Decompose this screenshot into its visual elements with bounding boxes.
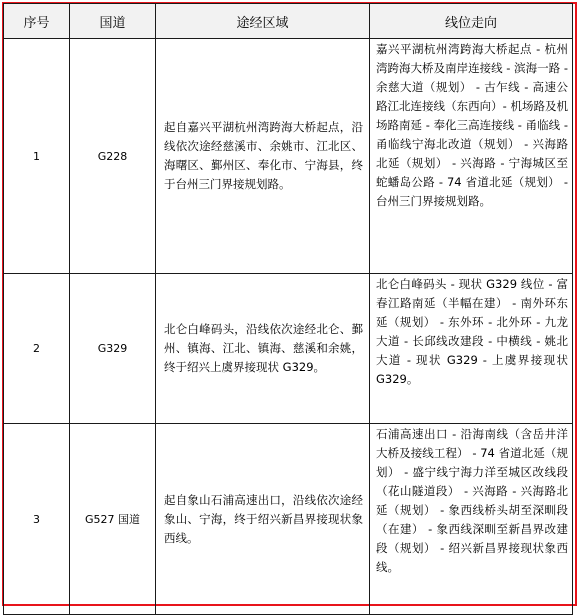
header-route: 线位走向 — [370, 4, 573, 39]
cell-seq: 1 — [4, 39, 70, 274]
cell-area: 北仑白峰码头，沿线依次途经北仑、鄞州、镇海、江北、镇海、慈溪和余姚，终于绍兴上虞界接现状 G329。 — [156, 274, 370, 424]
cell-road: G228 — [70, 39, 156, 274]
cell-area: 起自嘉兴平湖杭州湾跨海大桥起点，沿线依次途经慈溪市、余姚市、江北区、海曙区、鄞州区、奉化市、宁海县，终于台州三门界接规划路。 — [156, 39, 370, 274]
header-area: 途经区域 — [156, 4, 370, 39]
cell-road: G329 — [70, 274, 156, 424]
national-road-table — [3, 3, 573, 615]
cell-seq: 2 — [4, 274, 70, 424]
cell-route: 嘉兴平湖杭州湾跨海大桥起点 - 杭州湾跨海大桥及南岸连接线 - 滨海一路 - 余慈大道（规划） - 古乍线 - 高速公路江北连接线（东西向）- 机场路及机场路南延 - 奉化三高连接线 - 甬临线 - 甬临线宁海北改道（规划） - 兴海路北延（规划） - 兴海路 - 宁海城区至蛇蟠岛公路 - 74 省道北延（规划） - 台州三门界接规划路。 — [370, 39, 573, 274]
cell-area: 起自象山石浦高速出口，沿线依次途经象山、宁海，终于绍兴新昌界接现状象西线。 — [156, 424, 370, 615]
table-row — [4, 39, 573, 274]
cell-route: 石浦高速出口 - 沿海南线（含岳井洋大桥及接线工程） - 74 省道北延（规划） - 盛宁线宁海力洋至城区改线段（花山隧道段） - 兴海路 - 兴海路北延（规划） - 象西线桥头胡至深甽段（在建） - 象西线深甽至新昌界改建段（规划） - 绍兴新昌界接现状象西线。 — [370, 424, 573, 615]
header-seq: 序号 — [4, 4, 70, 39]
cell-route: 北仑白峰码头 - 现状 G329 线位 - 富春江路南延（半幅在建） - 南外环东延（规划） - 东外环 - 北外环 - 九龙大道 - 长邱线改建段 - 中横线 - 姚北大道 - 现状 G329 - 上虞界接现状 G329。 — [370, 274, 573, 424]
cell-seq: 3 — [4, 424, 70, 615]
header-road: 国道 — [70, 4, 156, 39]
table-row — [4, 424, 573, 615]
table-row — [4, 274, 573, 424]
cell-road: G527 国道 — [70, 424, 156, 615]
table-header-row — [4, 4, 573, 39]
